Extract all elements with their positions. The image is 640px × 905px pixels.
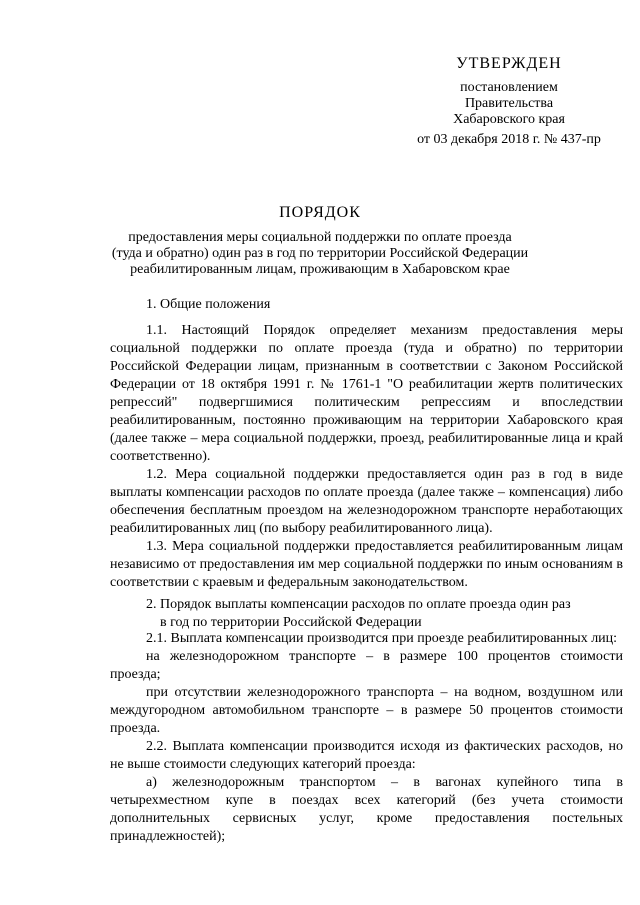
section-1-heading: 1. Общие положения	[146, 297, 271, 312]
paragraph-1-3: 1.3. Мера социальной поддержки предоставляется реабилитированным лицам независимо от предоставления им мер социальной поддержки по иным основаниям в соответствии с краевым и федеральным законодательством.	[110, 539, 623, 590]
decree-date: от 03 декабря 2018 г. № 437-пр	[417, 132, 601, 147]
approval-line-1: постановлением	[460, 80, 558, 95]
paragraph-2-2: 2.2. Выплата компенсации производится исходя из фактических расходов, но не выше стоимости следующих категорий проезда:	[110, 739, 623, 772]
section-2-heading-block	[110, 596, 623, 632]
paragraph-2-2-a: а) железнодорожным транспортом – в вагонах купейного типа в четырехместном купе в поездах всех категорий (без учета стоимости дополнительных сервисных услуг, кроме предоставления постельных принадлежностей);	[110, 775, 623, 844]
section-1-body	[110, 322, 623, 592]
document-title: ПОРЯДОК	[279, 204, 361, 221]
section-2-body	[110, 630, 623, 846]
subtitle-line-2: (туда и обратно) один раз в год по территории Российской Федерации	[111, 246, 529, 261]
subtitle-line-1: предоставления меры социальной поддержки по оплате проезда	[128, 230, 512, 245]
paragraph-2-1-a: на железнодорожном транспорте – в размере 100 процентов стоимости проезда;	[110, 649, 623, 682]
paragraph-2-1: 2.1. Выплата компенсации производится при проезде реабилитированных лиц:	[146, 631, 618, 646]
section-1	[110, 296, 623, 314]
approved-label: УТВЕРЖДЕН	[456, 55, 562, 72]
paragraph-2-1-b: при отсутствии железнодорожного транспорта – на водном, воздушном или междугородном автомобильном транспорте – в размере 50 процентов стоимости проезда.	[110, 685, 623, 736]
section-2-heading-line-1: 2. Порядок выплаты компенсации расходов по оплате проезда один раз	[146, 597, 571, 612]
approval-line-2: Правительства	[464, 96, 554, 111]
section-2-heading	[110, 596, 623, 632]
document-subtitle	[0, 230, 640, 278]
paragraph-1-2: 1.2. Мера социальной поддержки предоставляется один раз в год в виде выплаты компенсации расходов по оплате проезда (далее также – компенсация) либо обеспечения бесплатным проездом на железнодорожном транспорте неработающих реабилитированных лиц (по выбору реабилитированного лица).	[110, 467, 623, 536]
approval-block	[398, 56, 620, 148]
approval-line-3: Хабаровского края	[453, 112, 565, 127]
section-2-heading-line-2: в год по территории Российской Федерации	[160, 615, 422, 630]
paragraph-1-1: 1.1. Настоящий Порядок определяет механизм предоставления меры социальной поддержки по оплате проезда (туда и обратно) по территории Российской Федерации лицам, признанным в соответствии с Законом Российской Федерации от 18 октября 1991 г. № 1761-1 "О реабилитации жертв политических репрессий" подвергшимися политическим репрессиям и впоследствии реабилитированным, постоянно проживающим на территории Хабаровского края (далее также – мера социальной поддержки, проезд, реабилитированные лица и край соответственно).	[110, 323, 623, 464]
subtitle-line-3: реабилитированным лицам, проживающим в Хабаровском крае	[130, 262, 510, 277]
